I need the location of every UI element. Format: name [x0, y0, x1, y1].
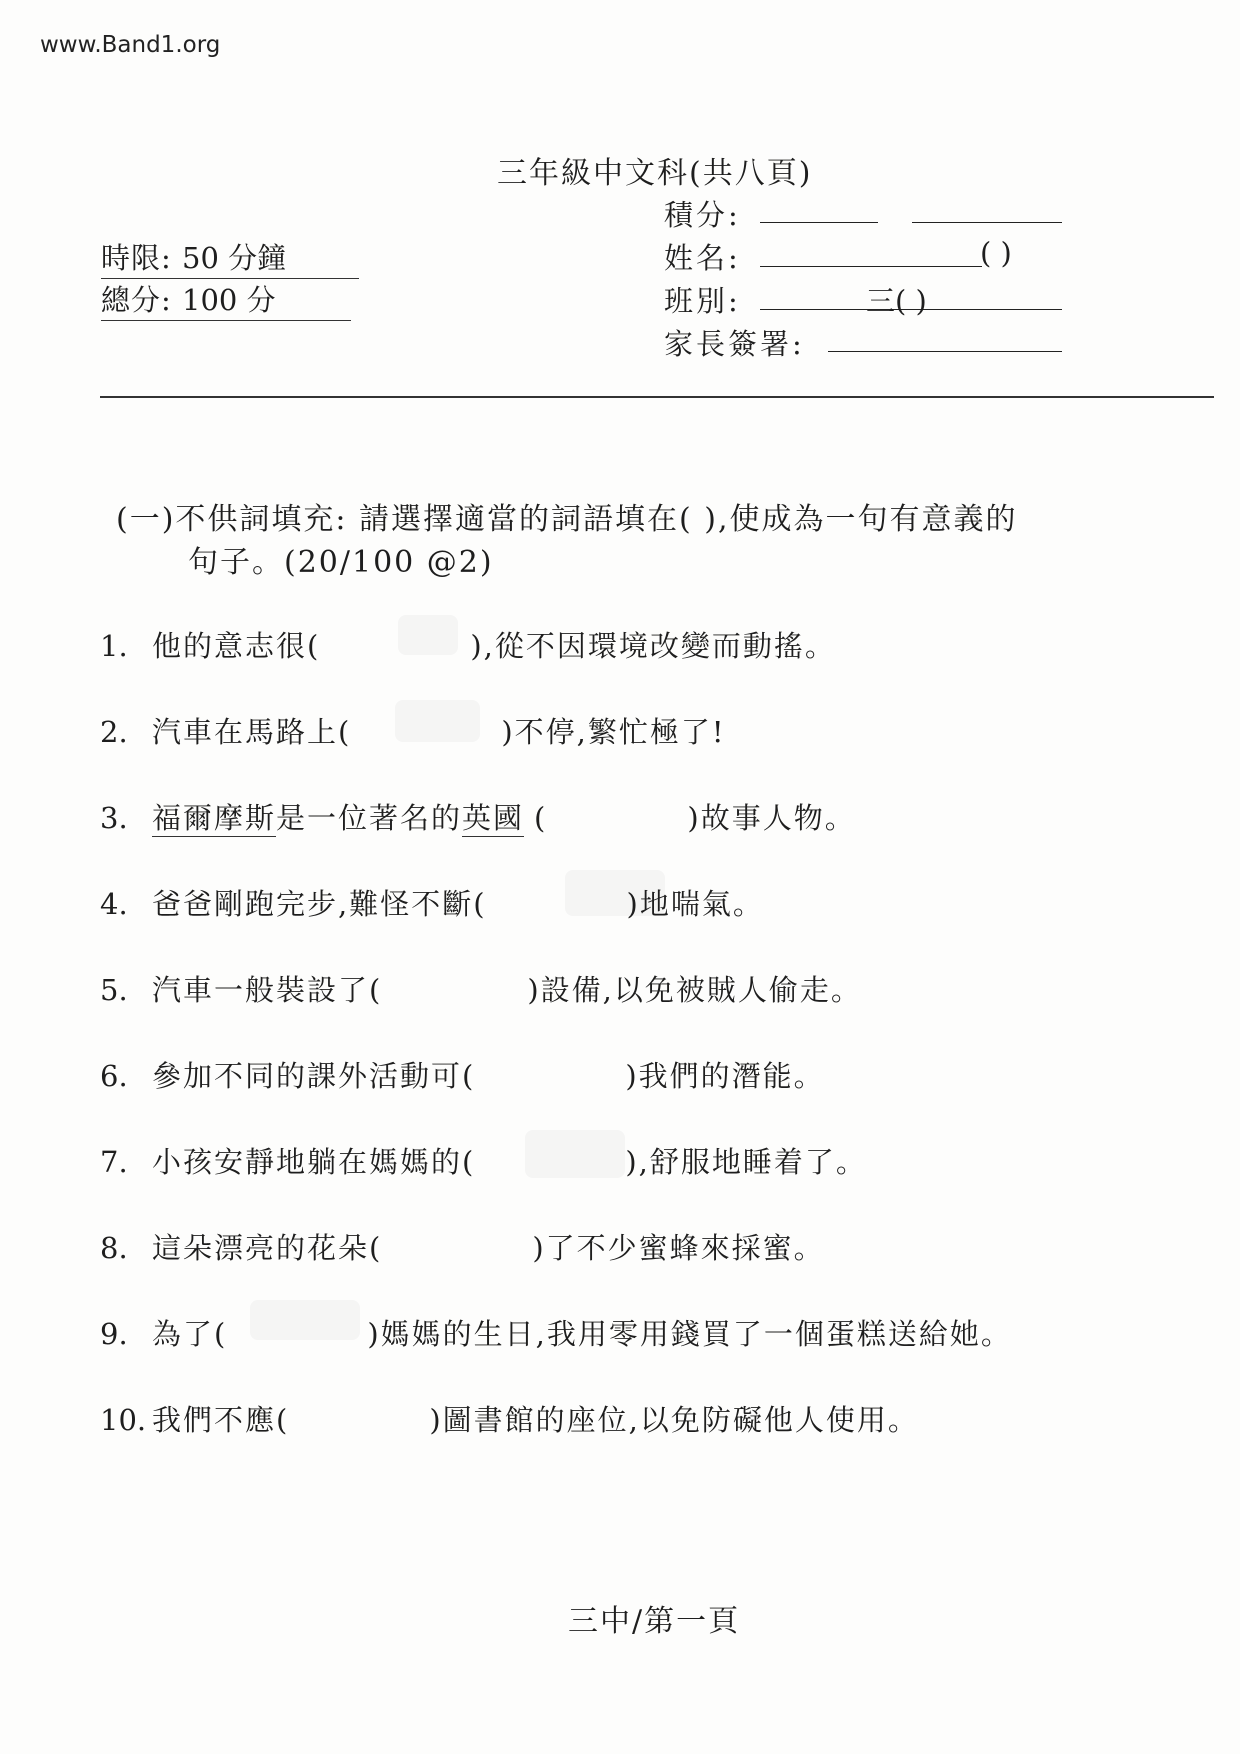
question-6 — [100, 1054, 825, 1095]
question-number: 7. — [100, 1145, 128, 1179]
class-value: 三( ) — [866, 284, 927, 318]
total-value: 100 分 — [182, 283, 276, 317]
time-label: 時限: — [101, 241, 172, 275]
question-text-before: 參加不同的課外活動可( — [152, 1059, 476, 1093]
question-3 — [100, 796, 856, 837]
proper-noun-name: 福爾摩斯 — [152, 801, 277, 835]
signature-line — [828, 351, 1062, 352]
question-text-after: )我們的潛能。 — [625, 1059, 825, 1093]
question-text-before: 我們不應( — [152, 1403, 290, 1437]
question-text-after: )媽媽的生日,我用零用錢買了一個蛋糕送給她。 — [367, 1317, 1012, 1351]
question-text-after: )了不少蜜蜂來採蜜。 — [532, 1231, 825, 1265]
question-text-before: 這朵漂亮的花朵( — [152, 1231, 383, 1265]
question-text-before: 小孩安靜地躺在媽媽的( — [152, 1145, 476, 1179]
question-number: 1. — [100, 629, 128, 663]
signature-label: 家長簽署: — [664, 327, 805, 361]
total-label: 總分: — [101, 283, 172, 317]
score-label: 積分: — [664, 198, 741, 232]
question-text-after: )設備,以免被賊人偷走。 — [527, 973, 862, 1007]
question-number: 6. — [100, 1059, 128, 1093]
question-text-before: ( — [534, 801, 548, 835]
site-watermark: www.Band1.org — [40, 32, 221, 58]
question-5 — [100, 968, 862, 1009]
question-text-after: ),舒服地睡着了。 — [625, 1145, 867, 1179]
question-8 — [100, 1226, 825, 1267]
section-instruction-line1: (一)不供詞填充: 請選擇適當的詞語填在( ),使成為一句有意義的 — [116, 502, 1018, 537]
question-number: 3. — [100, 801, 128, 835]
time-limit — [101, 236, 359, 279]
question-text-after: ),從不因環境改變而動搖。 — [470, 629, 836, 663]
name-line — [760, 266, 982, 267]
question-text-before: 他的意志很( — [152, 629, 321, 663]
question-text-middle: 是一位著名的 — [276, 801, 463, 835]
question-text-after: )圖書館的座位,以免防礙他人使用。 — [429, 1403, 919, 1437]
question-number: 2. — [100, 715, 128, 749]
question-1 — [100, 624, 836, 665]
section-instruction-line2: 句子。(20/100 @2) — [188, 545, 494, 580]
time-value: 50 分鐘 — [182, 241, 287, 275]
question-2 — [100, 710, 726, 751]
question-number: 9. — [100, 1317, 128, 1351]
score-line-1 — [760, 222, 878, 223]
question-7 — [100, 1140, 867, 1181]
question-number: 5. — [100, 973, 128, 1007]
name-label: 姓名: — [664, 241, 741, 275]
question-text-before: 為了( — [152, 1317, 228, 1351]
class-label: 班別: — [664, 284, 741, 318]
exam-title: 三年級中文科(共八頁) — [497, 156, 813, 191]
score-line-2 — [912, 222, 1062, 223]
total-marks — [101, 278, 351, 321]
question-text-after: )故事人物。 — [687, 801, 856, 835]
question-text-after: )地喘氣。 — [626, 887, 764, 921]
question-text-before: 汽車在馬路上( — [152, 715, 352, 749]
question-number: 4. — [100, 887, 128, 921]
question-text-before: 爸爸剛跑完步,難怪不斷( — [152, 887, 487, 921]
question-number: 8. — [100, 1231, 128, 1265]
question-10 — [100, 1398, 919, 1439]
question-text-before: 汽車一般裝設了( — [152, 973, 383, 1007]
name-class-number: ( ) — [980, 236, 1012, 270]
header-divider — [100, 396, 1214, 398]
question-9 — [100, 1312, 1012, 1353]
proper-noun-country: 英國 — [462, 801, 525, 835]
page-footer: 三中/第一頁 — [568, 1604, 741, 1639]
question-4 — [100, 882, 764, 923]
question-number: 10. — [100, 1403, 147, 1437]
question-text-after: )不停,繁忙極了! — [501, 715, 726, 749]
